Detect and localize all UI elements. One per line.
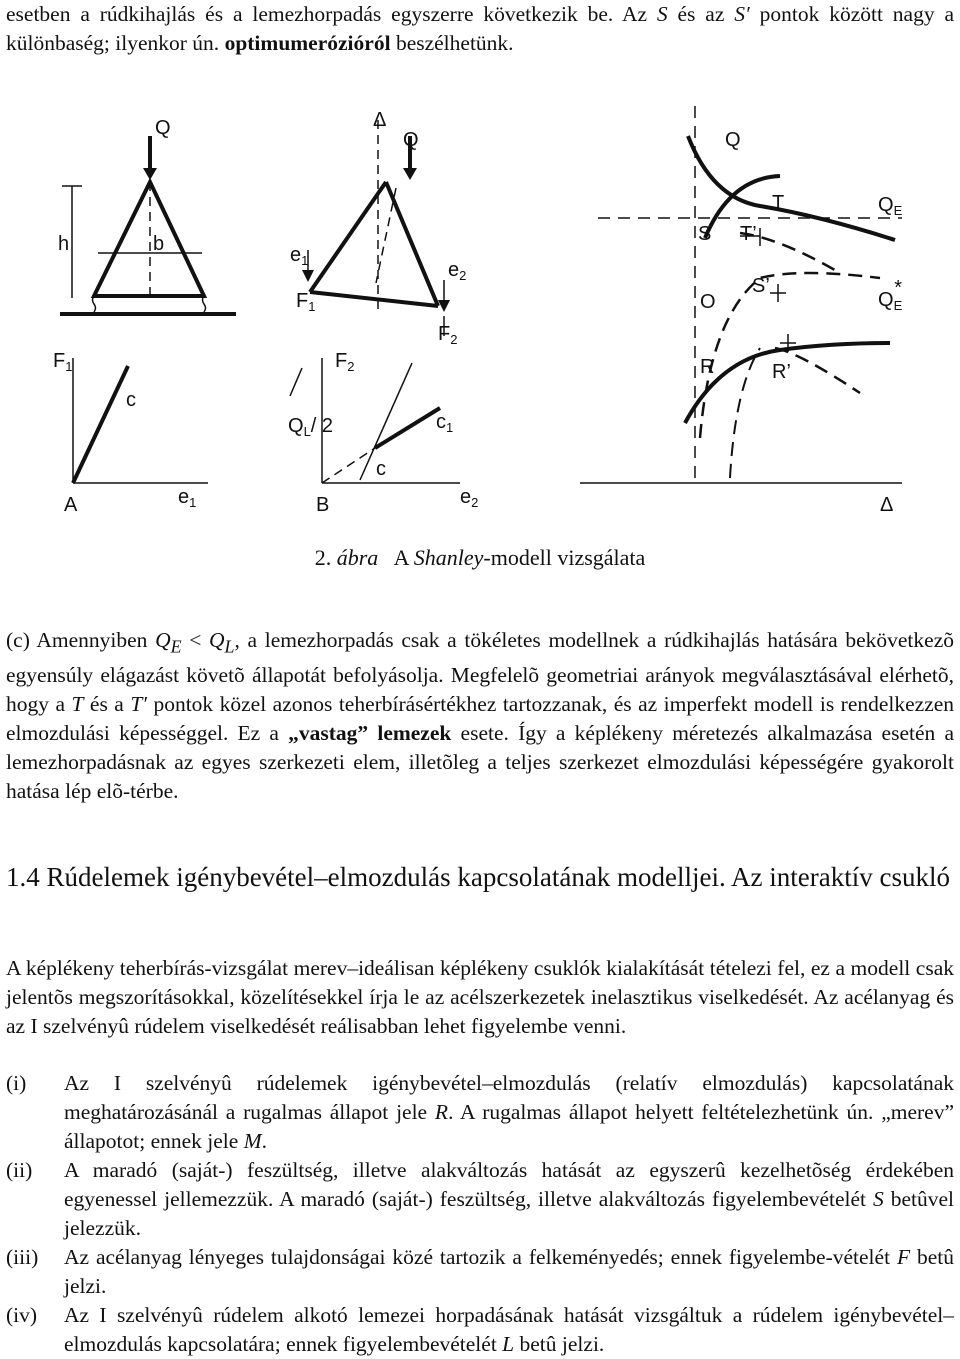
paragraph-main: A képlékeny teherbírás-vizsgálat merev–ideálisan képlékeny csuklók kialakítását tételezi fel, ez a modell csak jelentõs megszorításokkal, közelítésekkel írja le az acélszerkezetek inelasztikus viselkedését. Az acélanyag és az I szelvényû rúdelem viselkedését reálisabban lehet figyelembe venni.: [6, 956, 954, 1038]
less-than: <: [189, 628, 202, 652]
triangle-model: [94, 182, 204, 296]
symbol-t-prime: T′: [130, 692, 147, 717]
para-c-text: hatására bekövetkezõ egyensúly elágazást követõ állapotát befolyásolja.: [6, 628, 954, 688]
para-c-text: esete. Így a képlékeny méretezés alkalmazása esetén a lemezhorpadásnak az egyes szerkezeti elem, illetõleg a teljes szerkezet elmozdulási képességére gyakorolt hatása lép elõ-térbe.: [6, 721, 954, 804]
label-b-point: B: [316, 494, 330, 516]
label-b: b: [153, 233, 165, 255]
label-s: S: [698, 223, 712, 245]
list-text: Az I szelvényû rúdelemek igénybevétel–elmozdulás (relatív elmozdulás) kapcsolatának meghatározásánál a rugalmas állapot jele R. A rugalmas állapot helyett feltételezhetünk ún. „merev” állapotot; ennek jele M.: [64, 1071, 955, 1153]
caption-prefix: A: [393, 545, 409, 570]
label-e2-bottom: $e_2$: [460, 486, 479, 510]
intro-bold-term: optimumerózióról: [224, 31, 391, 55]
caption-number: 2.: [314, 545, 332, 570]
list-item: [6, 1243, 954, 1301]
intro-text: pontok között nagy a különbaség; ilyenkor ún.: [6, 2, 955, 55]
intro-text: beszélhetünk.: [395, 31, 514, 55]
curve-s-prime: [700, 273, 880, 438]
label-t-prime: T’: [740, 223, 757, 245]
list-number: (iv): [6, 1303, 38, 1327]
curve-r: [685, 343, 890, 423]
list-number: (i): [6, 1071, 27, 1095]
label-c-left: c: [126, 389, 136, 411]
label-delta-top: Δ: [373, 109, 387, 131]
intro-text: esetben a rúdkihajlás és a lemezhorpadás egyszerre következik be. Az: [6, 2, 648, 26]
list-text: Az I szelvényû rúdelem alkotó lemezei horpadásának hatását vizsgáltuk a rúdelem igénybevétel–elmozdulás kapcsolatára; ennek figyelembevételét L betû jelzi.: [64, 1303, 954, 1356]
symbol-qe: Q: [155, 628, 171, 652]
line-c1: [375, 408, 440, 448]
figure-caption: [0, 545, 960, 571]
list-text: Az acélanyag lényeges tulajdonságai közé tartozik a felkeményedés; ennek figyelembe-vételét F betû jelzi.: [64, 1245, 954, 1298]
curve-t: [688, 136, 895, 240]
symbol-t: T: [71, 692, 84, 717]
label-f1-left: $F_1$: [53, 350, 73, 374]
label-qe: $Q_E$: [878, 194, 903, 218]
label-qe-star: $Q_E*$: [878, 277, 903, 313]
list-item: [6, 1156, 954, 1243]
triangle-deformed: [310, 182, 386, 292]
caption-rest: -modell vizsgálata: [483, 545, 646, 570]
label-h: h: [58, 233, 70, 255]
label-q2: Q: [403, 129, 419, 151]
label-delta-bottom: Δ: [880, 494, 894, 516]
label-c-mid: c: [376, 458, 386, 480]
symbol-ql: Q: [209, 628, 225, 652]
caption-name: Shanley: [413, 545, 484, 570]
section-heading: 1.4 Rúdelemek igénybevétel–elmozdulás kapcsolatának modelljei. Az interaktív csukló: [6, 862, 950, 892]
label-e1-bottom: $e_1$: [178, 486, 197, 510]
label-e2-top: $e_2$: [448, 259, 467, 283]
list-text: A maradó (saját-) feszültség, illetve alakváltozás hatását az egyszerû kezelhetõség érdekében egyenessel jellemezzük. A maradó (saját-) feszültség, illetve alakváltozás figyelembevételét S betûvel jelezzük.: [64, 1158, 955, 1240]
intro-paragraph: [6, 0, 954, 58]
label-f1-mid: $F_1$: [296, 290, 316, 314]
label-q3: Q: [725, 129, 741, 151]
label-e1-top: $e_1$: [290, 244, 309, 268]
label-t: T: [772, 192, 785, 214]
label-f2-left: $F_2$: [335, 350, 355, 374]
caption-abra: ábra: [336, 545, 379, 570]
symbol-ql-sub: L: [224, 636, 235, 657]
intro-text: és az: [677, 2, 725, 26]
label-c1: $c_1$: [436, 411, 454, 435]
symbol-s-prime: S′: [734, 2, 750, 26]
line-c-a: [73, 366, 128, 483]
label-ql-2: $Q_L/$ 2: [288, 415, 334, 439]
symbol-s: S: [656, 2, 668, 26]
para-c-text: , a lemezhorpadás csak a tökéletes modellnek a rúdkihajlás: [234, 628, 760, 652]
shanley-model-figure: [40, 88, 920, 528]
label-o: O: [700, 291, 716, 313]
label-s-prime: S’: [752, 275, 770, 297]
para-c-text: pontok közel azonos teherbírásértékhez tartozzanak, és az imperfekt modell is rendelkezzen elmozdulási képességgel. Ez a: [6, 692, 955, 746]
label-r: R: [700, 356, 715, 378]
label-a: A: [64, 494, 78, 516]
list-number: (iii): [6, 1245, 39, 1269]
label-f2-mid: $F_2$: [438, 323, 458, 347]
list-item: [6, 1301, 954, 1359]
label-r-prime: R’: [772, 361, 791, 383]
paragraph-c: [6, 626, 954, 806]
para-c-text: Megfelelõ geometriai arányok megválasztásával elérhetõ, hogy a: [6, 663, 954, 717]
para-c-lead: (c) Amennyiben: [6, 628, 148, 652]
label-q1: Q: [155, 117, 171, 139]
list-item: [6, 1069, 954, 1156]
list-number: (ii): [6, 1158, 33, 1182]
symbol-qe-sub: E: [170, 636, 182, 657]
para-c-text: és a: [89, 692, 124, 717]
para-c-bold: „vastag” lemezek: [288, 721, 452, 746]
